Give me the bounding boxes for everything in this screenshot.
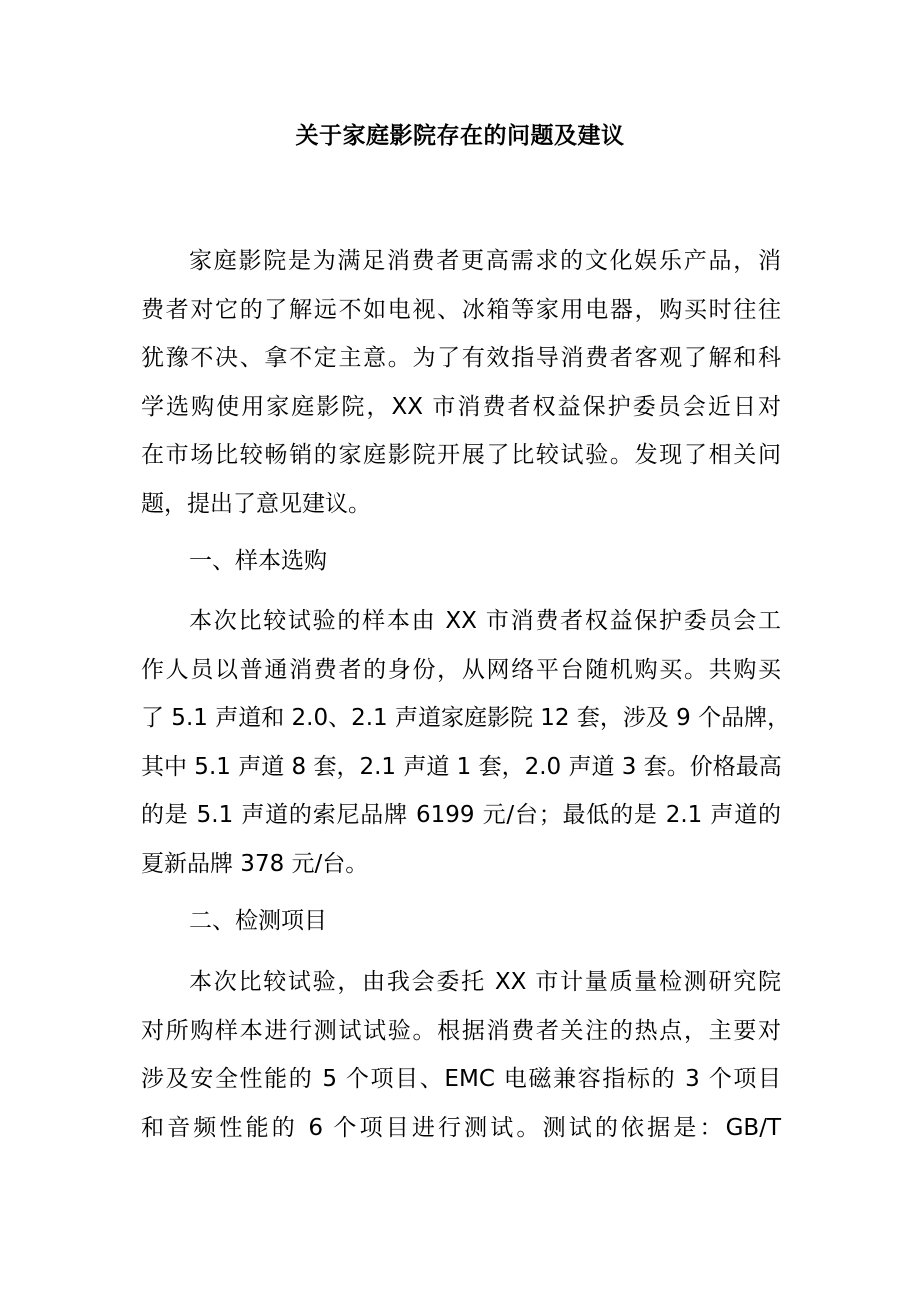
paragraph-line: 费者对它的了解远不如电视、冰箱等家用电器，购买时往往 [141,296,781,323]
paragraph-line: 犹豫不决、拿不定主意。为了有效指导消费者客观了解和科 [141,345,781,371]
section-heading-test-items: 二、检测项目 [189,908,327,934]
paragraph-line: 和音频性能的 6 个项目进行测试。测试的依据是：GB/T [141,1114,781,1141]
document-title: 关于家庭影院存在的问题及建议 [295,123,625,149]
paragraph-line: 本次比较试验的样本由 XX 市消费者权益保护委员会工 [189,608,781,634]
paragraph-line: 对所购样本进行测试试验。根据消费者关注的热点，主要对 [141,1017,781,1044]
paragraph-line: 本次比较试验，由我会委托 XX 市计量质量检测研究院 [189,969,781,995]
paragraph-line: 夏新品牌 378 元/台。 [141,850,369,877]
paragraph-line: 其中 5.1 声道 8 套，2.1 声道 1 套，2.0 声道 3 套。价格最高 [141,753,782,780]
test-items-paragraph [141,958,781,1152]
paragraph-line: 作人员以普通消费者的身份，从网络平台随机购买。共购买 [141,656,781,683]
paragraph-line: 在市场比较畅销的家庭影院开展了比较试验。发现了相关问 [141,442,781,468]
sample-purchase-paragraph [141,597,791,888]
paragraph-line: 了 5.1 声道和 2.0、2.1 声道家庭影院 12 套，涉及 9 个品牌， [141,705,791,731]
intro-paragraph [141,237,781,528]
section-heading-sample-purchase: 一、样本选购 [189,548,327,574]
paragraph-line: 学选购使用家庭影院，XX 市消费者权益保护委员会近日对 [141,393,781,420]
paragraph-line: 题，提出了意见建议。 [141,490,371,517]
paragraph-line: 的是 5.1 声道的索尼品牌 6199 元/台；最低的是 2.1 声道的 [141,802,781,828]
paragraph-line: 家庭影院是为满足消费者更高需求的文化娱乐产品，消 [189,248,781,274]
paragraph-line: 涉及安全性能的 5 个项目、EMC 电磁兼容指标的 3 个项目 [141,1066,781,1092]
